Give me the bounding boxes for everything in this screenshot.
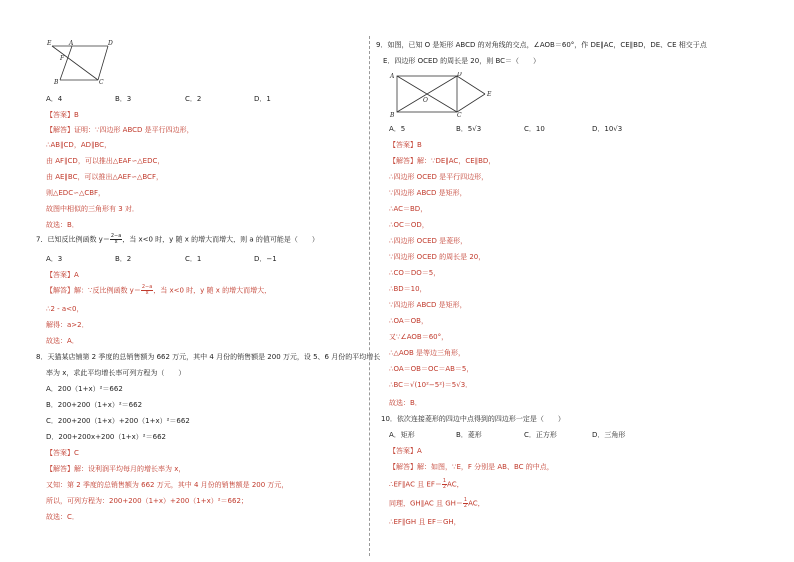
q6-solution-line: 故选：B． bbox=[46, 221, 79, 229]
q10-option-a: A．矩形 bbox=[389, 431, 415, 439]
q9-solution-line: ∴BD＝10， bbox=[389, 285, 427, 293]
q10-answer: 【答案】A bbox=[389, 447, 422, 455]
q6-option-d: D．1 bbox=[254, 95, 271, 103]
q6-solution-line: ∴AB∥CD，AD∥BC， bbox=[46, 141, 112, 149]
q7-answer: 【答案】A bbox=[46, 271, 79, 279]
q7-solution-line: 故选：A． bbox=[46, 337, 79, 345]
q10-solution-line: 同理，GH∥AC 且 GH＝ $\frac{1}{2}$ AC， bbox=[389, 497, 485, 509]
q6-solution-line: 由 AE∥BC，可以推出△AEF∽△BCF， bbox=[46, 173, 163, 181]
q10-option-b: B．菱形 bbox=[456, 431, 482, 439]
q8-answer: 【答案】C bbox=[46, 449, 79, 457]
fig1-label-c: C bbox=[99, 79, 104, 84]
q8-solution-line: 又知：第 2 季度的总销售额为 662 万元，其中 4 月份的销售额是 200 万元， bbox=[46, 481, 289, 489]
q10-solution-line: ∴EF∥GH 且 EF＝GH， bbox=[389, 518, 461, 526]
q7-solution-line: ∴2 - a<0， bbox=[46, 305, 84, 313]
q9-answer: 【答案】B bbox=[389, 141, 422, 149]
q6-option-b: B．3 bbox=[115, 95, 132, 103]
q7-option-a: A．3 bbox=[46, 255, 63, 263]
q8-stem-line: 8．天猫某店铺第 2 季度的总销售额为 662 万元，其中 4 月份的销售额是 200 万元，设 5、6 月份的平均增长 bbox=[36, 353, 381, 361]
q9-solution-line: 又∵∠AOB＝60°， bbox=[389, 333, 449, 341]
q7-option-b: B．2 bbox=[115, 255, 132, 263]
q6-solution-line: 故图中相似的三角形有 3 对． bbox=[46, 205, 139, 213]
q9-stem-line: E．四边形 OCED 的周长是 20，则 BC＝（ ） bbox=[383, 57, 541, 65]
q9-solution-line: ∴四边形 OCED 是菱形， bbox=[389, 237, 468, 245]
q9-solution-line: ∴四边形 OCED 是平行四边形， bbox=[389, 173, 489, 181]
q10-solution-line: 【解答】解：如图，∵E，F 分别是 AB、BC 的中点， bbox=[389, 463, 554, 471]
q9-option-b: B．5√3 bbox=[456, 125, 482, 133]
parallelogram-figure bbox=[46, 40, 116, 84]
fig1-label-d: D bbox=[108, 40, 113, 47]
q10-option-d: D．三角形 bbox=[592, 431, 626, 439]
q9-option-a: A．5 bbox=[389, 125, 406, 133]
q9-solution-line: ∵四边形 ABCD 是矩形， bbox=[389, 301, 467, 309]
q9-solution-line: ∴OA＝OB＝OC＝AB＝5， bbox=[389, 365, 474, 373]
q8-option-b: B．200+200（1+x）²＝662 bbox=[46, 401, 143, 409]
q8-stem-line: 率为 x，求此平均增长率可列方程为（ ） bbox=[46, 369, 186, 377]
q8-solution-line: 故选：C． bbox=[46, 513, 79, 521]
q8-option-c: C．200+200（1+x）+200（1+x）²＝662 bbox=[46, 417, 190, 425]
q9-solution-line: ∴AC＝BD， bbox=[389, 205, 428, 213]
q7-option-d: D．−1 bbox=[254, 255, 277, 263]
q9-stem-line: 9．如图，已知 O 是矩形 ABCD 的对角线的交点，∠AOB＝60°，作 DE∥AC，CE∥BD，DE、CE 相交于点 bbox=[376, 41, 707, 49]
q6-solution-line: 则△EDC∽△CBF， bbox=[46, 189, 106, 197]
q10-option-c: C．正方形 bbox=[524, 431, 557, 439]
q9-option-c: C．10 bbox=[524, 125, 545, 133]
column-divider bbox=[369, 36, 370, 556]
q9-solution-line: ∴OA＝OB， bbox=[389, 317, 428, 325]
fig2-label-e: E bbox=[487, 91, 492, 98]
q7-stem: 7．已知反比例函数 y＝ $\frac{2-a}{x}$ ，当 x<0 时，y 随 x 的增大而增大，则 a 的值可能是（ ） bbox=[36, 233, 319, 245]
q9-solution-line: ∴CO＝DO＝5， bbox=[389, 269, 441, 277]
q7-solution-line: 解得：a>2． bbox=[46, 321, 89, 329]
q7-option-c: C．1 bbox=[185, 255, 202, 263]
q9-solution-line: 故选：B． bbox=[389, 399, 422, 407]
fig2-label-b: B bbox=[390, 112, 395, 118]
q9-solution-line: ∴BC＝√(10²−5²)＝5√3． bbox=[389, 381, 473, 389]
q8-solution-line: 所以，可列方程为：200+200（1+x）+200（1+x）²＝662； bbox=[46, 497, 248, 505]
q9-solution-line: 【解答】解：∵DE∥AC，CE∥BD， bbox=[389, 157, 496, 165]
fig2-label-o: O bbox=[423, 97, 428, 104]
q6-option-c: C．2 bbox=[185, 95, 202, 103]
q8-solution-line: 【解答】解：设利润平均每月的增长率为 x， bbox=[46, 465, 186, 473]
q9-solution-line: ∵四边形 ABCD 是矩形， bbox=[389, 189, 467, 197]
q6-solution-line: 【解答】证明：∵四边形 ABCD 是平行四边形， bbox=[46, 126, 194, 134]
fig2-label-c: C bbox=[457, 112, 462, 118]
q6-option-a: A．4 bbox=[46, 95, 63, 103]
q9-solution-line: ∴△AOB 是等边三角形， bbox=[389, 349, 466, 357]
q6-solution-line: 由 AF∥CD，可以推出△EAF∽△EDC， bbox=[46, 157, 165, 165]
fig1-label-a: A bbox=[69, 40, 74, 47]
q7-fraction: $\frac{2-a}{x}$ bbox=[110, 233, 122, 245]
fig1-label-e: E bbox=[47, 40, 52, 47]
q8-option-a: A．200（1+x）²＝662 bbox=[46, 385, 123, 393]
q9-solution-line: ∵四边形 OCED 的周长是 20， bbox=[389, 253, 486, 261]
rectangle-figure bbox=[389, 72, 499, 118]
fig2-label-d: D bbox=[457, 72, 462, 78]
fig1-label-f: F bbox=[60, 55, 65, 62]
fig1-label-b: B bbox=[54, 79, 59, 84]
q6-answer: 【答案】B bbox=[46, 111, 79, 119]
q10-solution-line: ∴EF∥AC 且 EF＝ $\frac{1}{2}$ AC， bbox=[389, 478, 464, 490]
q9-option-d: D．10√3 bbox=[592, 125, 623, 133]
q7-solution-first: 【解答】解：∵反比例函数 y＝ $\frac{2-a}{x}$ ，当 x<0 时，y 随 x 的增大而增大， bbox=[46, 284, 272, 296]
q8-option-d: D．200+200x+200（1+x）²＝662 bbox=[46, 433, 166, 441]
q9-solution-line: ∴OC＝OD， bbox=[389, 221, 429, 229]
fig2-label-a: A bbox=[390, 73, 395, 80]
q10-stem: 10．依次连接菱形的四边中点得到的四边形一定是（ ） bbox=[381, 415, 565, 423]
